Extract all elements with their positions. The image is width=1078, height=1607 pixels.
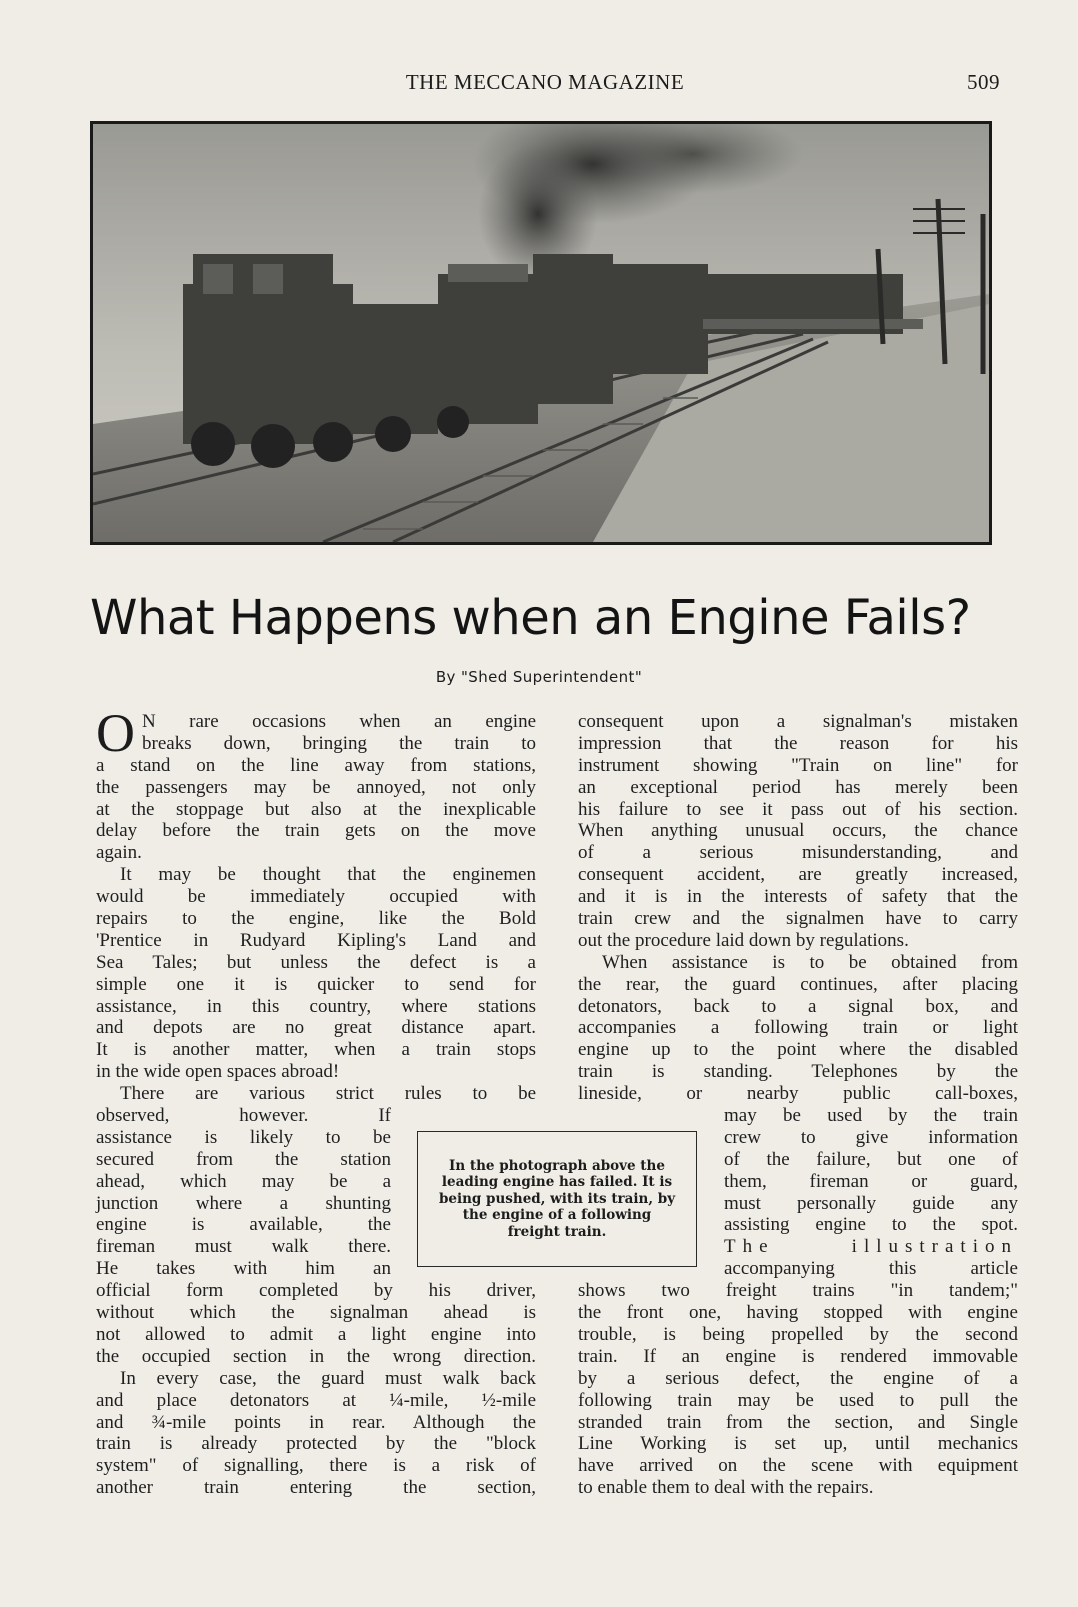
text-line: engine up to the point where the disabled: [578, 1039, 1018, 1061]
text-line: following train may be used to pull the: [578, 1389, 1018, 1411]
text-line: crew to give information: [724, 1126, 1018, 1148]
text-line: lineside, or nearby public call-boxes,: [578, 1083, 1018, 1105]
freight-train-photo: [90, 121, 992, 545]
text-line: 'Prentice in Rudyard Kipling's Land and: [96, 929, 536, 951]
text-line: an exceptional period has merely been: [578, 776, 1018, 798]
text-line: It may be thought that the enginemen: [120, 864, 536, 886]
text-line: The illustration: [724, 1236, 1018, 1258]
text-line: at the stoppage but also at the inexplicable: [96, 798, 536, 820]
text-line: engine is available, the: [96, 1214, 391, 1236]
text-line: may be used by the train: [724, 1105, 1018, 1127]
text-line: assisting engine to the spot.: [724, 1214, 1018, 1236]
text-line: He takes with him an: [96, 1258, 391, 1280]
text-line: consequent accident, are greatly increased,: [578, 864, 1018, 886]
text-line: observed, however. If: [96, 1105, 391, 1127]
page-number: 509: [967, 70, 1000, 94]
text-line: impression that the reason for his: [578, 732, 1018, 754]
text-line: out the procedure laid down by regulations.: [578, 929, 909, 951]
text-line: them, fireman or guard,: [724, 1170, 1018, 1192]
text-line: accompanying this article: [724, 1258, 1018, 1280]
magazine-title: THE MECCANO MAGAZINE: [405, 70, 685, 94]
text-line: There are various strict rules to be: [120, 1083, 536, 1105]
text-line: ahead, which may be a: [96, 1170, 391, 1192]
article-title: What Happens when an Engine Fails?: [90, 590, 971, 646]
text-line: train. If an engine is rendered immovable: [578, 1345, 1018, 1367]
text-line: of the failure, but one of: [724, 1148, 1018, 1170]
text-line: have arrived on the scene with equipment: [578, 1455, 1018, 1477]
text-line: When assistance is to be obtained from: [602, 951, 1018, 973]
text-line: Sea Tales; but unless the defect is a: [96, 951, 536, 973]
photo-caption: In the photograph above the leading engine has failed. It is being pushed, with its train, by the engine of a following freight train.: [438, 1157, 676, 1240]
text-line: the rear, the guard continues, after placing: [578, 973, 1018, 995]
text-line: In every case, the guard must walk back: [120, 1367, 536, 1389]
text-line: and ¾-mile points in rear. Although the: [96, 1411, 536, 1433]
text-line: shows two freight trains "in tandem;": [578, 1280, 1018, 1302]
text-line: stranded train from the section, and Single: [578, 1411, 1018, 1433]
text-line: assistance is likely to be: [96, 1126, 391, 1148]
text-line: N rare occasions when an engine: [142, 711, 536, 732]
text-line: repairs to the engine, like the Bold: [96, 908, 536, 930]
text-line: of a serious misunderstanding, and: [578, 842, 1018, 864]
text-line: train is already protected by the "block: [96, 1433, 536, 1455]
text-line: trouble, is being propelled by the second: [578, 1323, 1018, 1345]
text-line: consequent upon a signalman's mistaken: [578, 711, 1018, 732]
text-line: to enable them to deal with the repairs.: [578, 1477, 874, 1499]
text-line: and place detonators at ¼-mile, ½-mile: [96, 1389, 536, 1411]
text-line: without which the signalman ahead is: [96, 1302, 536, 1324]
text-line: the occupied section in the wrong direction.: [96, 1345, 536, 1367]
text-line: delay before the train gets on the move: [96, 820, 536, 842]
text-line: It is another matter, when a train stops: [96, 1039, 536, 1061]
text-line: another train entering the section,: [96, 1477, 536, 1499]
text-line: must personally guide any: [724, 1192, 1018, 1214]
text-line: When anything unusual occurs, the chance: [578, 820, 1018, 842]
text-line: and it is in the interests of safety that the: [578, 886, 1018, 908]
text-line: the passengers may be annoyed, not only: [96, 776, 536, 798]
text-line: system" of signalling, there is a risk of: [96, 1455, 536, 1477]
text-line: in the wide open spaces abroad!: [96, 1061, 340, 1083]
text-line: Line Working is set up, until mechanics: [578, 1433, 1018, 1455]
text-line: not allowed to admit a light engine into: [96, 1323, 536, 1345]
text-line: his failure to see it pass out of his section.: [578, 798, 1018, 820]
text-line: by a serious defect, the engine of a: [578, 1367, 1018, 1389]
text-line: train crew and the signalmen have to carry: [578, 908, 1018, 930]
text-line: the front one, having stopped with engine: [578, 1302, 1018, 1324]
text-line: secured from the station: [96, 1148, 391, 1170]
text-line: breaks down, bringing the train to: [142, 732, 536, 754]
text-line: instrument showing "Train on line" for: [578, 754, 1018, 776]
left-column: [96, 703, 536, 1499]
text-line: fireman must walk there.: [96, 1236, 391, 1258]
text-line: assistance, in this country, where stations: [96, 995, 536, 1017]
text-line: junction where a shunting: [96, 1192, 391, 1214]
text-line: and depots are no great distance apart.: [96, 1017, 536, 1039]
text-line: detonators, back to a signal box, and: [578, 995, 1018, 1017]
right-column: [578, 711, 1018, 1499]
text-line: a stand on the line away from stations,: [96, 754, 536, 776]
text-line: official form completed by his driver,: [96, 1280, 536, 1302]
text-line: would be immediately occupied with: [96, 886, 536, 908]
text-line: simple one it is quicker to send for: [96, 973, 536, 995]
text-line: accompanies a following train or light: [578, 1017, 1018, 1039]
text-line: train is standing. Telephones by the: [578, 1061, 1018, 1083]
drop-cap: O: [96, 703, 135, 763]
text-line: again.: [96, 842, 142, 864]
byline: By "Shed Superintendent": [435, 668, 643, 686]
